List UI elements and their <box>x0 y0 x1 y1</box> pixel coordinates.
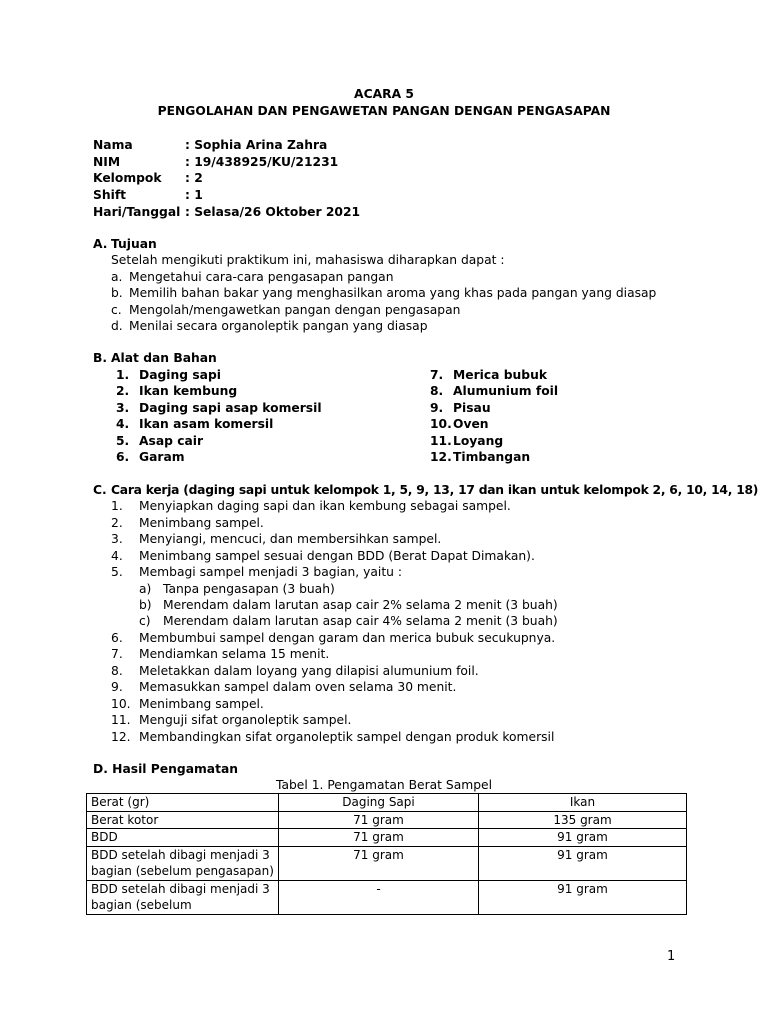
section-c-heading: Cara kerja (daging sapi untuk kelompok 1, 5, 9, 13, 17 dan ikan untuk kelompok 2, 6, 10, 14, 18) <box>111 483 759 497</box>
step-num: 8. <box>111 664 123 678</box>
section-b-heading: Alat dan Bahan <box>111 351 217 365</box>
table-row <box>87 829 687 847</box>
step-text: Membandingkan sifat organoleptik sampel dengan produk komersil <box>139 730 555 744</box>
tujuan-marker: a. <box>111 270 123 284</box>
table-cell: 135 gram <box>479 811 687 829</box>
substep-marker: b) <box>139 598 152 612</box>
identity-label-tanggal: Hari/Tanggal <box>93 205 181 219</box>
bahan-item: Loyang <box>453 434 504 448</box>
section-d-heading: D. Hasil Pengamatan <box>93 762 239 776</box>
step-num: 12. <box>111 730 131 744</box>
table-cell: BDD <box>87 829 279 847</box>
step-num: 2. <box>111 516 123 530</box>
step-text: Menguji sifat organoleptik sampel. <box>139 713 352 727</box>
table-row <box>87 846 687 880</box>
bahan-num: 8. <box>430 384 444 398</box>
table-cell: 71 gram <box>279 829 479 847</box>
step-text: Menimbang sampel sesuai dengan BDD (Berat Dapat Dimakan). <box>139 549 535 563</box>
step-num: 1. <box>111 499 123 513</box>
step-text: Mendiamkan selama 15 menit. <box>139 647 330 661</box>
step-text: Menyiangi, mencuci, dan membersihkan sampel. <box>139 532 442 546</box>
identity-value-nim: : 19/438925/KU/21231 <box>185 155 339 169</box>
tujuan-item: Memilih bahan bakar yang menghasilkan aroma yang khas pada pangan yang diasap <box>129 286 657 300</box>
step-num: 6. <box>111 631 123 645</box>
substep-marker: c) <box>139 614 151 628</box>
title-line-1: ACARA 5 <box>354 87 414 101</box>
step-num: 3. <box>111 532 123 546</box>
step-num: 4. <box>111 549 123 563</box>
section-c-marker: C. <box>93 483 107 497</box>
bahan-item: Merica bubuk <box>453 368 548 382</box>
bahan-num: 7. <box>430 368 444 382</box>
bahan-num: 2. <box>116 384 130 398</box>
section-a-intro: Setelah mengikuti praktikum ini, mahasiswa diharapkan dapat : <box>111 253 505 267</box>
substep-text: Merendam dalam larutan asap cair 2% selama 2 menit (3 buah) <box>163 598 558 612</box>
table-cell: 91 gram <box>479 829 687 847</box>
step-text: Meletakkan dalam loyang yang dilapisi alumunium foil. <box>139 664 479 678</box>
table-cell: BDD setelah dibagi menjadi 3 bagian (sebelum <box>87 880 279 914</box>
identity-label-shift: Shift <box>93 188 127 202</box>
bahan-item: Pisau <box>453 401 491 415</box>
substep-text: Tanpa pengasapan (3 buah) <box>163 582 335 596</box>
identity-label-nama: Nama <box>93 138 133 152</box>
step-num: 10. <box>111 697 131 711</box>
column-header: Ikan <box>479 794 687 812</box>
column-header: Berat (gr) <box>87 794 279 812</box>
table-row <box>87 880 687 914</box>
table-cell: Berat kotor <box>87 811 279 829</box>
step-text: Memasukkan sampel dalam oven selama 30 menit. <box>139 680 457 694</box>
tujuan-marker: b. <box>111 286 123 300</box>
table-header-row <box>87 794 687 812</box>
table-cell: BDD setelah dibagi menjadi 3 bagian (sebelum pengasapan) <box>87 846 279 880</box>
table-cell: 71 gram <box>279 811 479 829</box>
bahan-num: 4. <box>116 417 130 431</box>
bahan-num: 10. <box>430 417 452 431</box>
section-a-heading: Tujuan <box>111 237 157 251</box>
bahan-num: 11. <box>430 434 452 448</box>
bahan-num: 1. <box>116 368 130 382</box>
step-text: Menimbang sampel. <box>139 516 264 530</box>
bahan-item: Asap cair <box>139 434 204 448</box>
bahan-item: Ikan kembung <box>139 384 238 398</box>
table-cell: 71 gram <box>279 846 479 880</box>
step-text: Menimbang sampel. <box>139 697 264 711</box>
bahan-num: 5. <box>116 434 130 448</box>
step-text: Menyiapkan daging sapi dan ikan kembung sebagai sampel. <box>139 499 511 513</box>
page-number: 1 <box>667 949 676 964</box>
bahan-item: Oven <box>453 417 489 431</box>
identity-value-tanggal: : Selasa/26 Oktober 2021 <box>185 205 361 219</box>
table-row <box>87 811 687 829</box>
section-a-marker: A. <box>93 237 108 251</box>
bahan-item: Daging sapi <box>139 368 221 382</box>
step-num: 7. <box>111 647 123 661</box>
bahan-item: Alumunium foil <box>453 384 559 398</box>
step-num: 11. <box>111 713 131 727</box>
bahan-item: Daging sapi asap komersil <box>139 401 322 415</box>
title-line-2: PENGOLAHAN DAN PENGAWETAN PANGAN DENGAN PENGASAPAN <box>157 104 611 118</box>
tujuan-item: Mengolah/mengawetkan pangan dengan pengasapan <box>129 303 461 317</box>
bahan-num: 12. <box>430 450 452 464</box>
substep-text: Merendam dalam larutan asap cair 4% selama 2 menit (3 buah) <box>163 614 558 628</box>
section-b-marker: B. <box>93 351 108 365</box>
step-num: 5. <box>111 565 123 579</box>
bahan-num: 9. <box>430 401 444 415</box>
column-header: Daging Sapi <box>279 794 479 812</box>
identity-label-kelompok: Kelompok <box>93 171 162 185</box>
table-cell: - <box>279 880 479 914</box>
identity-value-shift: : 1 <box>185 188 203 202</box>
tujuan-item: Mengetahui cara-cara pengasapan pangan <box>129 270 394 284</box>
bahan-item: Garam <box>139 450 185 464</box>
identity-value-nama: : Sophia Arina Zahra <box>185 138 328 152</box>
tujuan-marker: c. <box>111 303 122 317</box>
tujuan-item: Menilai secara organoleptik pangan yang diasap <box>129 319 428 333</box>
table-cell: 91 gram <box>479 846 687 880</box>
table-cell: 91 gram <box>479 880 687 914</box>
berat-sampel-table <box>86 793 687 915</box>
identity-label-nim: NIM <box>93 155 121 169</box>
substep-marker: a) <box>139 582 152 596</box>
bahan-item: Ikan asam komersil <box>139 417 274 431</box>
identity-value-kelompok: : 2 <box>185 171 203 185</box>
step-num: 9. <box>111 680 123 694</box>
bahan-num: 6. <box>116 450 130 464</box>
table-caption: Tabel 1. Pengamatan Berat Sampel <box>275 778 493 792</box>
step-text: Membagi sampel menjadi 3 bagian, yaitu : <box>139 565 403 579</box>
step-text: Membumbui sampel dengan garam dan merica bubuk secukupnya. <box>139 631 556 645</box>
bahan-item: Timbangan <box>453 450 531 464</box>
bahan-num: 3. <box>116 401 130 415</box>
tujuan-marker: d. <box>111 319 123 333</box>
